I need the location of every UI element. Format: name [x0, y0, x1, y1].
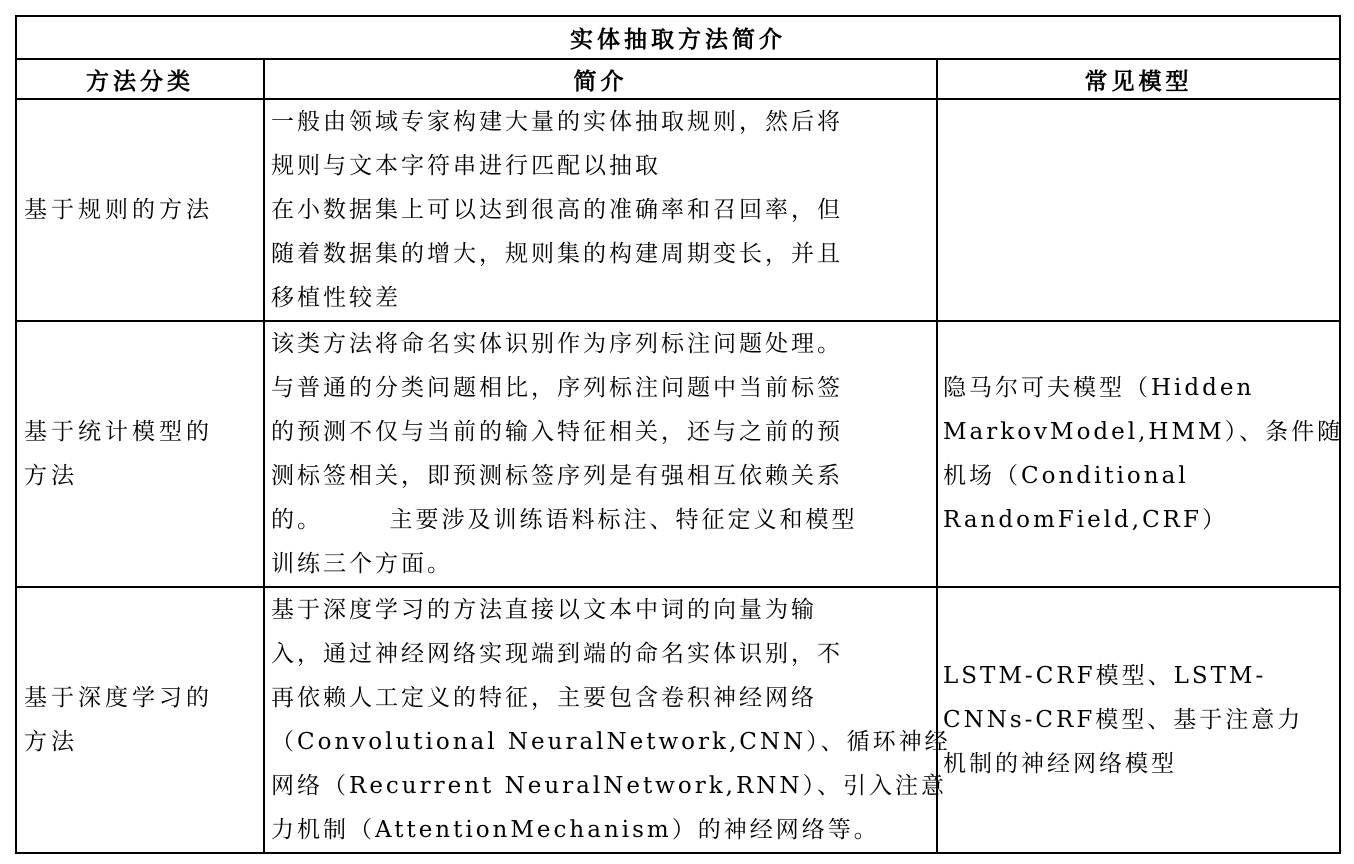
- header-method-category: 方法分类: [16, 59, 264, 99]
- method-category-cell: [16, 587, 264, 853]
- model-line: 机制的神经网络模型: [943, 751, 1177, 777]
- category-line: 基于深度学习的: [24, 685, 213, 711]
- common-models-cell: [937, 99, 1340, 321]
- method-category-cell: [16, 99, 264, 321]
- description-line: 的预测不仅与当前的输入特征相关，还与之前的预: [271, 419, 843, 445]
- header-description: 简介: [264, 59, 937, 99]
- description-line: 与普通的分类问题相比，序列标注问题中当前标签: [271, 375, 843, 401]
- description-line: 该类方法将命名实体识别作为序列标注问题处理。: [271, 331, 843, 357]
- model-line: 隐马尔可夫模型（Hidden: [943, 375, 1255, 401]
- method-category-cell: [16, 321, 264, 587]
- category-line: 基于规则的方法: [24, 197, 213, 223]
- description-line: 测标签相关，即预测标签序列是有强相互依赖关系: [271, 463, 843, 489]
- common-models-cell: [937, 587, 1340, 853]
- description-line: 一般由领域专家构建大量的实体抽取规则，然后将: [271, 109, 843, 135]
- description-line: 移植性较差: [271, 285, 401, 311]
- description-line: 随着数据集的增大，规则集的构建周期变长，并且: [271, 241, 843, 267]
- description-cell: [264, 321, 937, 587]
- category-line: 基于统计模型的: [24, 419, 213, 445]
- description-line: 入，通过神经网络实现端到端的命名实体识别，不: [271, 641, 843, 667]
- description-cell: [264, 587, 951, 853]
- description-line: 在小数据集上可以达到很高的准确率和召回率，但: [271, 197, 843, 223]
- description-line: 基于深度学习的方法直接以文本中词的向量为输: [271, 597, 817, 623]
- model-line: MarkovModel,HMM）、条件随: [943, 419, 1344, 445]
- table-row: [16, 321, 1340, 587]
- description-line: 网络（Recurrent NeuralNetwork,RNN）、引入注意: [271, 773, 948, 799]
- description-line: 再依赖人工定义的特征，主要包含卷积神经网络: [271, 685, 817, 711]
- header-common-models: 常见模型: [937, 59, 1340, 99]
- table-row: [16, 99, 1340, 321]
- title-row: [16, 16, 1340, 59]
- table-row: [16, 587, 1340, 853]
- category-line: 方法: [24, 463, 78, 489]
- model-line: LSTM-CRF模型、LSTM-: [943, 663, 1267, 689]
- model-line: 机场（Conditional: [943, 463, 1189, 489]
- description-cell: [264, 99, 937, 321]
- model-line: CNNs-CRF模型、基于注意力: [943, 707, 1304, 733]
- description-line: 规则与文本字符串进行匹配以抽取: [271, 153, 661, 179]
- common-models-cell: [937, 321, 1344, 587]
- description-line: （Convolutional NeuralNetwork,CNN）、循环神经: [271, 729, 951, 755]
- header-row: [16, 59, 1340, 99]
- description-line: 力机制（AttentionMechanism）的神经网络等。: [271, 817, 880, 843]
- entity-extraction-methods-table: [15, 15, 1344, 854]
- description-line: 训练三个方面。: [271, 551, 453, 577]
- category-line: 方法: [24, 729, 78, 755]
- description-line: 的。 主要涉及训练语料标注、特征定义和模型: [271, 507, 858, 533]
- model-line: RandomField,CRF）: [943, 507, 1228, 533]
- table-title: 实体抽取方法简介: [16, 16, 1340, 59]
